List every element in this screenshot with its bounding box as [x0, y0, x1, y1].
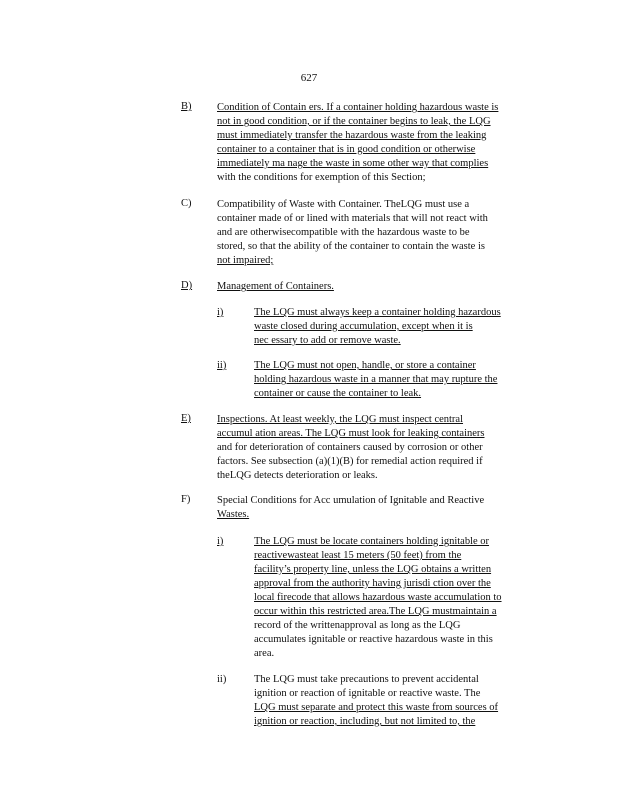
text-line: must immediately transfer the hazardous waste from the leaking	[217, 130, 487, 141]
text-line: Wastes.	[217, 509, 250, 520]
text-line: waste closed during accumulation, except when it is	[254, 321, 473, 332]
section-label: E)	[181, 413, 191, 424]
text-line: container to a container that is in good condition or otherwise	[217, 144, 476, 155]
subsection-label: i)	[217, 536, 224, 547]
section-heading: Management of Containers.	[217, 281, 334, 292]
text-line: with the conditions for exemption of this Section;	[217, 172, 426, 183]
text-line: container made of or lined with materials that will not react with	[217, 213, 488, 224]
text-line: ignition or reaction, including, but not limited to, the	[254, 716, 476, 727]
text-line: stored, so that the ability of the container to contain the waste is	[217, 241, 485, 252]
text-line: Inspections. At least weekly, the LQG must inspect central	[217, 414, 464, 425]
text-line: container or cause the container to leak.	[254, 388, 422, 399]
section-label: B)	[181, 101, 192, 112]
text-line: The LQG must always keep a container holding hazardous	[254, 307, 501, 318]
section-label: C)	[181, 198, 192, 209]
text-line: nec essary to add or remove waste.	[254, 335, 401, 346]
text-line: area.	[254, 648, 275, 659]
text-line: ignition or reaction of ignitable or reactive waste. The	[254, 688, 481, 699]
text-line: accumulates ignitable or reactive hazardous waste in this	[254, 634, 493, 645]
text-line: The LQG must take precautions to prevent accidental	[254, 674, 479, 685]
text-line: not in good condition, or if the container begins to leak, the LQG	[217, 116, 491, 127]
text-line: theLQG detects deterioration or leaks.	[217, 470, 378, 481]
text-line: not impaired;	[217, 255, 274, 266]
section-label: F)	[181, 494, 191, 505]
text-line: record of the writtenapproval as long as the LQG	[254, 620, 461, 631]
text-line: LQG must separate and protect this waste from sources of	[254, 702, 499, 713]
text-line: local firecode that allows hazardous waste accumulation to	[254, 592, 502, 603]
text-line: The LQG must be locate containers holding ignitable or	[254, 536, 490, 547]
text-line: accumul ation areas. The LQG must look for leaking containers	[217, 428, 485, 439]
text-line: Condition of Contain ers. If a container holding hazardous waste is	[217, 102, 499, 113]
text-line: reactivewasteat least 15 meters (50 feet) from the	[254, 550, 462, 561]
text-line: factors. See subsection (a)(1)(B) for remedial action required if	[217, 456, 483, 467]
text-line: and are otherwisecompatible with the hazardous waste to be	[217, 227, 470, 238]
text-line: holding hazardous waste in a manner that may rupture the	[254, 374, 498, 385]
text-line: occur within this restricted area.The LQG mustmaintain a	[254, 606, 497, 617]
page-number: 627	[300, 72, 318, 84]
text-line: Special Conditions for Acc umulation of Ignitable and Reactive	[217, 495, 485, 506]
text-line: facility’s property line, unless the LQG obtains a written	[254, 564, 492, 575]
subsection-label: ii)	[217, 674, 227, 685]
text-line: approval from the authority having jurisdi ction over the	[254, 578, 491, 589]
text-line: and for deterioration of containers caused by corrosion or other	[217, 442, 483, 453]
text-line: The LQG must not open, handle, or store a container	[254, 360, 476, 371]
section-label: D)	[181, 280, 193, 291]
text-line: immediately ma nage the waste in some other way that complies	[217, 158, 489, 169]
subsection-label: ii)	[217, 360, 227, 371]
text-line: Compatibility of Waste with Container. TheLQG must use a	[217, 199, 470, 210]
subsection-label: i)	[217, 307, 224, 318]
